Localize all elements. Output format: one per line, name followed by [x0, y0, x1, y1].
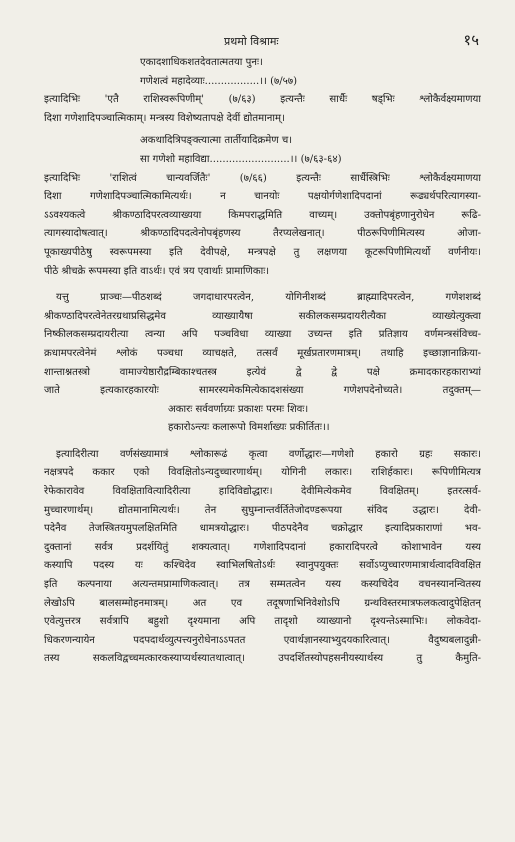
verse-3: [44, 401, 481, 438]
text-line: शान्ताश्नतस्त्रो वामाज्येष्ठारौद्रम्बिकाश्चतस्त्र इत्येवं द्वे द्वे पक्षे क्रमादकारहकाराभ्यां: [44, 366, 481, 378]
paragraph-3: [44, 289, 481, 401]
text-line: दिशा गणेशादिपञ्चात्मिकाम्। मन्त्रस्य विशेष्यतापक्षे देवीं द्योतमानाम्।: [44, 112, 285, 124]
paragraph-4: [44, 446, 481, 669]
text-line: क्रधामपरत्वेनेमं श्लोकं पञ्चधा व्याचक्षते, तत्सर्वं मूर्खप्रतारणमात्रम्। तथाहि इच्छाज्ञानाक्रिया-: [44, 347, 481, 359]
verse-line: अकारः सर्ववर्णाग्र्यः प्रकाशः परमः शिवः।: [168, 403, 309, 415]
text-line: एवेत्युत्तरत्र सर्वत्रापि बहुशो दृश्यमाना अपि तादृशो व्याख्यानो दृश्यन्तेऽस्माभिः। लोकवेदा-: [44, 616, 481, 628]
text-line: इत्यादिभिः 'राशित्वं चान्यवर्जितैः' (७/६६) इत्यन्तैः सार्धैस्त्रिभिः श्लोकैर्वक्ष्यमाणया: [44, 172, 481, 184]
verse-2: [44, 132, 481, 169]
verse-line: एकादशाधिकशतदेवतात्मतया पुनः।: [140, 57, 263, 68]
verse-line: हकारोऽन्त्यः कलारूपो विमर्शाख्यः प्रकीर्तितः।।: [168, 422, 330, 434]
chapter-title: प्रथमो विश्रामः: [224, 35, 279, 48]
text-line: दिशा गणेशादिपञ्चात्मिकामित्यर्थः। न चानयोः पक्षयोर्गणेशादिपदानां रूढ्यर्थपरित्यागस्या-: [44, 191, 481, 203]
verse-1: [44, 54, 481, 91]
text-line: जाते इत्यकारहकारयोः सामरस्यमेकमित्येकादशसंख्या गणेशपदेनोच्यते। तदुक्तम्—: [44, 385, 481, 397]
text-line: श्रीकण्ठादिपरत्वेनेतरग्रथाप्रसिद्धमेव व्याख्यायैषा सकीलकसम्प्रदायरीत्यैका व्याख्येत्युक्त्वा: [44, 310, 481, 322]
text-line: मुच्चारणार्थम्। द्योतमानामित्यर्थः। तेन सुघुम्नान्तर्वर्तितेजोदण्डरूपया संविद उद्धारः। देवी-: [44, 504, 481, 516]
verse-line: अकथादित्रिपङ्क्त्यात्मा तार्तीयादिक्रमेण च।: [140, 135, 293, 147]
text-line: दुक्तानां सर्वत्र प्रदर्शयितुं शक्यत्वात्। गणेशादिपदानां हकारादिपरत्वे कोशाभावेन यस्य: [44, 541, 481, 553]
text-line: ऽऽवश्यकत्वे श्रीकण्ठादिपरत्वव्याख्यया किमपराद्धमिति वाच्यम्। उक्तोपबृंहणानुरोधेन रूढि-: [44, 209, 481, 221]
text-line: कस्यापि पदस्य यः कश्चिदेव स्वाभिलषितोऽर्थः स्वानुपयुक्तः सर्वोऽप्युच्चारणमात्रार्थत्वादविवक्षित: [44, 560, 481, 572]
text-line: पूकाख्यपीठेषु स्वरूपमस्या इति देवीपक्षे, मन्त्रपक्षे तु लक्षणया कूटरूपिणीमित्यर्थो वर्णनीयः।: [44, 246, 481, 258]
text-line: लेखोऽपि बालसम्मोहनमात्रम्। अत एव तदूषणाभिनिवेशोऽपि ग्रन्थविस्तरमात्रफलकत्वादुपेक्षितन्: [44, 597, 481, 609]
text-line: यत्तु प्राञ्चः—पीठशब्दं जगदाधारपरत्वेन, योगिनीशब्दं ब्राह्म्यादिपरत्वेन, गणेशशब्दं: [56, 292, 481, 304]
text-line: धिकरणन्यायेन पदपदार्थव्युत्पत्त्यनुरोधेनाऽऽपतत एवार्थज्ञानस्याभ्युदयकारित्वात्। वैदुष्यबलादुन्नी-: [44, 634, 481, 646]
text-line: त्यागस्यादोषत्वात्। श्रीकण्ठादिपदत्वेनोपबृंहणस्य तैरप्यलेखनात्। पीठरूपिणीमित्यस्य ओजा-: [44, 228, 481, 240]
text-line: इति कल्पनाया अत्यन्तमप्रामाणिकत्वात्। तत्र सम्मतत्वेन यस्य कस्यचिदेव वचनस्यानन्वितस्य: [44, 579, 481, 591]
text-line: निष्कीलकसम्प्रदायरीत्या त्वन्या अपि पञ्चविधा व्याख्या उच्यन्त इति प्रतिज्ञाय वर्णमन्त्रसंविच्च-: [44, 329, 481, 341]
text-line: इत्यादिरीत्या वर्णसंख्यामात्रं श्लोकारूढं कृत्वा वर्णोद्धारः—गणेशो हकारो ग्रहः सकारः।: [56, 448, 481, 460]
paragraph-1: [44, 91, 481, 128]
verse-line: सा गणेशो महाविद्या.........................।। (७/६३-६४): [140, 153, 342, 165]
text-line: रेफेकारावेव विवक्षितावित्यादिरीत्या हादिविद्योद्धारः। देवीमित्येकमेव विवक्षितम्। इतरत्सर्व-: [44, 486, 481, 498]
paragraph-2: [44, 170, 481, 282]
text-line: इत्यादिभिः 'एतै राशिस्वरूपिणीम्' (७/६३) इत्यन्तैः सार्धैः षड्भिः श्लोकैर्वक्ष्यमाणया: [44, 94, 481, 106]
text-line: पीठे श्रीचक्रे रूपमस्या इति वाऽर्थः। एवं त्रय एवार्थाः प्रामाणिकाः।: [44, 265, 270, 277]
text-line: नक्षत्रपदे ककार एको विवक्षितोऽन्यदुच्चारणार्थम्। योगिनी लकारः। राशिर्हकारः। रूपिणीमित्यत्र: [44, 467, 481, 479]
text-line: पदेनैव तेजस्त्रितयमुपलक्षितमिति धामत्रयोद्धारः। पीठपदेनैव चक्रोद्धार इत्यादिप्रकाराणां भव-: [44, 523, 481, 535]
page-number: १५: [463, 31, 479, 49]
page-header: [44, 30, 481, 50]
verse-line: गणेशत्वं महादेव्याः.................।। (७/५७): [140, 75, 298, 87]
text-line: तस्य सकलविद्वच्चमत्कारकस्याप्यर्थस्यातथात्वात्। उपदर्शितस्योपहसनीयस्यार्थस्य तु कैमुति-: [44, 653, 481, 665]
